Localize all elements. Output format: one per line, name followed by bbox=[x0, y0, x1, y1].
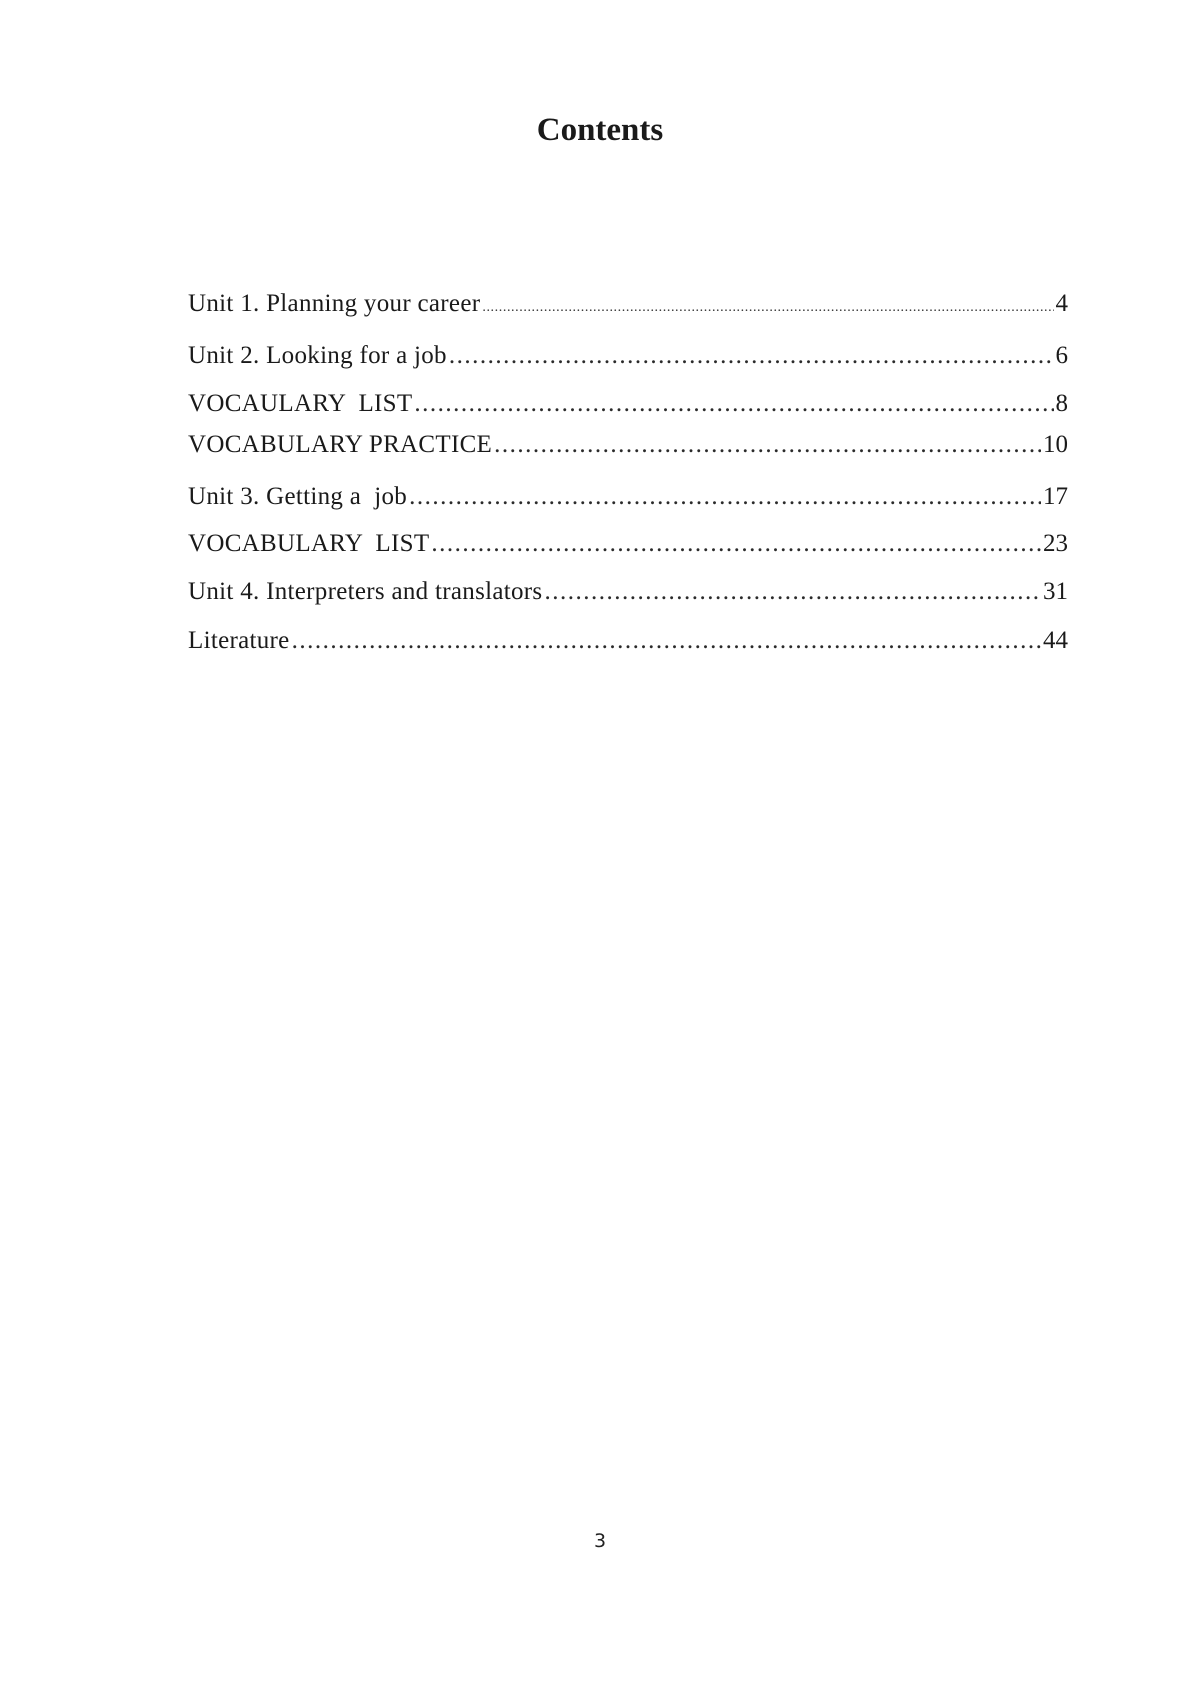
toc-entry bbox=[188, 290, 1068, 324]
toc-entry bbox=[188, 342, 1068, 376]
toc-dot-leader bbox=[409, 483, 1041, 511]
toc-entry-label: Unit 2. Looking for a job bbox=[188, 342, 447, 369]
toc-entry-label: Unit 3. Getting a job bbox=[188, 483, 408, 510]
toc-entry-label: Literature bbox=[188, 627, 290, 654]
toc-entry-page: 8 bbox=[1055, 390, 1068, 417]
toc-dot-leader bbox=[431, 530, 1041, 558]
page-title: Contents bbox=[536, 112, 664, 148]
toc-entry-label: VOCABULARY PRACTICE bbox=[188, 431, 493, 458]
toc-dot-leader bbox=[482, 300, 1053, 316]
toc-entry bbox=[188, 431, 1068, 465]
toc-entry-page: 4 bbox=[1055, 290, 1068, 317]
toc-entry-page: 6 bbox=[1055, 342, 1068, 369]
toc-dot-leader bbox=[544, 578, 1041, 606]
toc-entry bbox=[188, 578, 1068, 612]
toc-entry-label: VOCABULARY LIST bbox=[188, 530, 430, 557]
toc-entry bbox=[188, 483, 1068, 517]
toc-entry-page: 44 bbox=[1043, 627, 1068, 654]
toc-entry-label: Unit 1. Planning your career bbox=[188, 290, 481, 317]
toc-dot-leader bbox=[292, 627, 1041, 655]
toc-entry-page: 31 bbox=[1043, 578, 1068, 605]
toc-entry-page: 17 bbox=[1043, 483, 1068, 510]
toc-dot-leader bbox=[449, 342, 1054, 370]
toc-entry bbox=[188, 627, 1068, 661]
toc-dot-leader bbox=[414, 390, 1053, 418]
toc-entry-page: 10 bbox=[1043, 431, 1068, 458]
toc-entry bbox=[188, 390, 1068, 424]
toc-entry-label: VOCAULARY LIST bbox=[188, 390, 413, 417]
toc-entry-page: 23 bbox=[1043, 530, 1068, 557]
toc-dot-leader bbox=[494, 431, 1041, 459]
toc-entry bbox=[188, 530, 1068, 564]
toc-entry-label: Unit 4. Interpreters and translators bbox=[188, 578, 543, 605]
page-number: 3 bbox=[593, 1530, 607, 1552]
